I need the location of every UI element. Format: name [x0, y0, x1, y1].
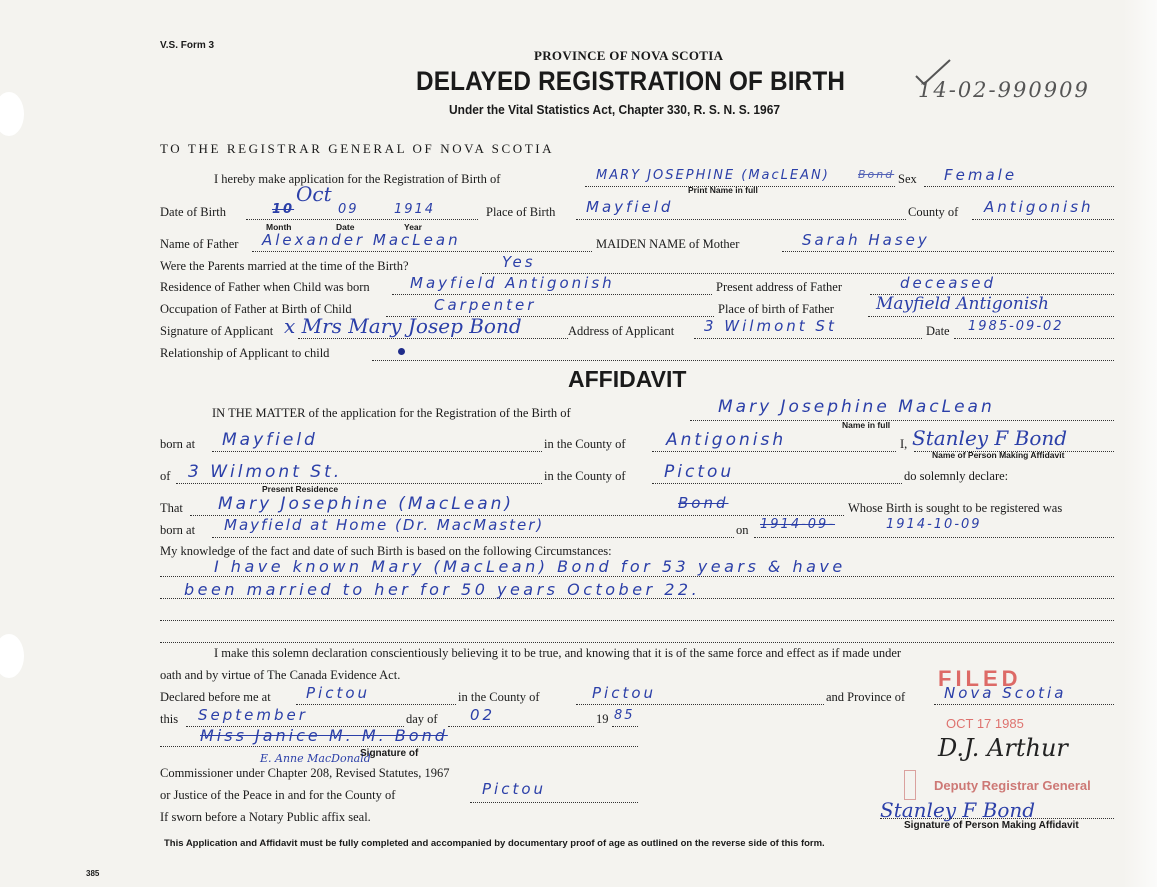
applicant-signature-label: Signature of Applicant	[160, 324, 274, 338]
affiant-caption: Name of Person Making Affidavit	[932, 450, 1065, 460]
place-of-birth-label: Place of Birth	[486, 205, 556, 219]
applicant-signature: x Mrs Mary Josep Bond	[284, 314, 522, 338]
dob-month-struck: 10	[272, 202, 295, 217]
that-value: Mary Josephine (MacLean)	[218, 494, 515, 514]
father-birthplace-value: Mayfield Antigonish	[876, 294, 1049, 314]
solemn-line-2: oath and by virtue of The Canada Evidence Act.	[160, 668, 401, 682]
circumstances-line-2: been married to her for 50 years October 22.	[184, 580, 701, 599]
affiant-signature-caption: Signature of Person Making Affidavit	[904, 820, 1079, 831]
mother-label: MAIDEN NAME of Mother	[596, 237, 740, 251]
born-at-value-2: Mayfield at Home (Dr. MacMaster)	[224, 516, 545, 534]
occupation-label: Occupation of Father at Birth of Child	[160, 302, 352, 316]
dob-label: Date of Birth	[160, 205, 226, 219]
residence-label: Residence of Father when Child was born	[160, 280, 370, 294]
day-value: 02	[470, 706, 496, 724]
commissioner-line: Commissioner under Chapter 208, Revised Statutes, 1967	[160, 766, 450, 780]
county-value: Antigonish	[984, 198, 1094, 216]
solemn-line-1: I make this solemn declaration conscientiously believing it to be true, and knowing that it is of the same force and effect as if made under	[214, 646, 902, 660]
footer-code: 385	[86, 869, 100, 878]
county-value-4: Pictou	[592, 684, 657, 702]
month-caption: Month	[266, 222, 292, 232]
paper-edge	[1123, 0, 1157, 887]
commissioner-signature-struck: Miss Janice M. M. Bond	[200, 726, 448, 745]
form-id: V.S. Form 3	[160, 40, 215, 51]
dob-date-value: 09	[338, 202, 359, 217]
affiant-signature: Stanley F Bond	[880, 798, 1036, 822]
mother-value: Sarah Hasey	[802, 231, 930, 249]
county-label: County of	[908, 205, 959, 219]
born-at-label-2: born at	[160, 523, 196, 537]
i-label: I,	[900, 437, 908, 451]
province-value: Nova Scotia	[944, 684, 1067, 702]
punch-hole	[0, 634, 24, 678]
page-subtitle: Under the Vital Statistics Act, Chapter 330, R. S. N. S. 1967	[449, 102, 781, 117]
justice-value: Pictou	[482, 780, 547, 798]
page-title: DELAYED REGISTRATION OF BIRTH	[416, 66, 846, 96]
addressee: TO THE REGISTRAR GENERAL OF NOVA SCOTIA	[160, 141, 555, 156]
print-name-caption: Print Name in full	[688, 185, 758, 195]
matter-value: Mary Josephine MacLean	[718, 397, 995, 417]
matter-label: IN THE MATTER of the application for the Registration of the Birth of	[212, 406, 571, 420]
child-name-value: MARY JOSEPHINE (MacLEAN)	[596, 168, 830, 183]
declare-label: do solemnly declare:	[904, 469, 1009, 483]
father-value: Alexander MacLean	[262, 231, 461, 249]
filed-date-stamp: OCT 17 1985	[946, 716, 1024, 731]
married-value: Yes	[502, 253, 536, 271]
dob-month-value: Oct	[296, 182, 332, 206]
knowledge-label: My knowledge of the fact and date of such Birth is based on the following Circumstances:	[160, 544, 612, 558]
applicant-address-value: 3 Wilmont St	[704, 317, 837, 335]
of-label: of	[160, 469, 171, 483]
check-mark-icon	[914, 58, 954, 88]
declared-value: Pictou	[306, 684, 371, 702]
ink-dot	[398, 348, 405, 355]
affidavit-heading: AFFIDAVIT	[568, 366, 687, 392]
county-label-3: in the County of	[544, 469, 626, 483]
applicant-date-label: Date	[926, 324, 950, 338]
this-label: this	[160, 712, 179, 726]
dob-year-value: 1914	[394, 202, 436, 217]
father-birthplace-label: Place of birth of Father	[718, 302, 834, 316]
that-struck: Bond	[678, 494, 729, 512]
year-prefix: 19	[596, 712, 609, 726]
registration-number: 14-02-990909	[918, 78, 1090, 102]
present-address-value: deceased	[900, 274, 996, 292]
name-in-full-caption: Name in full	[842, 420, 891, 430]
deputy-registrar-stamp: Deputy Registrar General	[934, 778, 1091, 793]
county-value-2: Antigonish	[666, 430, 787, 450]
day-of-label: day of	[406, 712, 438, 726]
residence-value: Mayfield Antigonish	[410, 274, 615, 292]
on-label: on	[736, 523, 749, 537]
present-address-label: Present address of Father	[716, 280, 843, 294]
child-name-struck: Bond	[858, 168, 895, 181]
place-of-birth-value: Mayfield	[586, 198, 674, 216]
province-heading: PROVINCE OF NOVA SCOTIA	[534, 48, 724, 63]
county-value-3: Pictou	[664, 462, 735, 482]
year-value: 85	[614, 708, 635, 723]
father-label: Name of Father	[160, 237, 239, 251]
on-value: 1914-10-09	[886, 517, 982, 532]
whose-birth-label: Whose Birth is sought to be registered was	[848, 501, 1063, 515]
sex-value: Female	[944, 166, 1018, 184]
deputy-signature: D.J. Arthur	[938, 734, 1068, 762]
commissioner-signature: E. Anne MacDonald	[260, 752, 371, 765]
born-at-label: born at	[160, 437, 196, 451]
applicant-date-value: 1985-09-02	[968, 319, 1064, 334]
signature-of-caption: Signature of	[360, 748, 419, 759]
county-label-2: in the County of	[544, 437, 626, 451]
intro-label: I hereby make application for the Registration of Birth of	[214, 172, 501, 186]
that-label: That	[160, 501, 183, 515]
affiant-name-value: Stanley F Bond	[912, 426, 1068, 450]
filed-stamp: FILED	[938, 666, 1022, 691]
date-caption: Date	[336, 222, 355, 232]
born-at-value: Mayfield	[222, 430, 318, 450]
province-label: and Province of	[826, 690, 906, 704]
married-label: Were the Parents married at the time of the Birth?	[160, 259, 409, 273]
notary-line: If sworn before a Notary Public affix seal.	[160, 810, 371, 824]
relationship-label: Relationship of Applicant to child	[160, 346, 330, 360]
punch-hole	[0, 92, 24, 136]
this-value: September	[198, 706, 308, 724]
year-caption: Year	[404, 222, 422, 232]
present-residence-caption: Present Residence	[262, 484, 339, 494]
county-label-4: in the County of	[458, 690, 540, 704]
applicant-address-label: Address of Applicant	[568, 324, 675, 338]
occupation-value: Carpenter	[434, 296, 537, 314]
justice-label: or Justice of the Peace in and for the County of	[160, 788, 396, 802]
footer-note: This Application and Affidavit must be fully completed and accompanied by documentary proof of age as outlined on the reverse side of this form.	[164, 838, 825, 849]
declared-label: Declared before me at	[160, 690, 271, 704]
sex-label: Sex	[898, 172, 917, 186]
stamp-border	[904, 770, 916, 800]
residence-value-2: 3 Wilmont St.	[188, 462, 343, 482]
circumstances-line-1: I have known Mary (MacLean) Bond for 53 years & have	[214, 557, 846, 576]
on-struck: 1914-09-	[760, 517, 836, 532]
